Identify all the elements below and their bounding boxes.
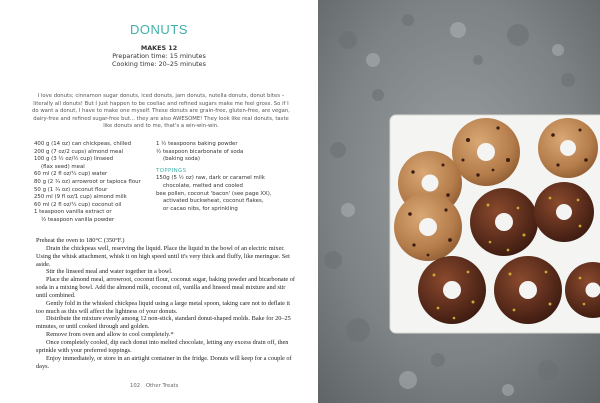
donut-caramel [538, 118, 598, 178]
donut-chocolate [470, 188, 538, 256]
ingredient: 250 ml (9 fl oz/1 cup) almond milk [34, 194, 127, 201]
topping: or cacao nibs, for sprinkling [163, 205, 238, 212]
ingredient: ½ teaspoon bicarbonate of soda [156, 148, 244, 155]
cook-time: Cooking time: 20–25 minutes [112, 60, 206, 68]
page-number: 102 [130, 383, 141, 389]
donut-caramel [452, 118, 520, 186]
topping: chocolate, melted and cooled [163, 182, 243, 189]
section-name: Other Treats [145, 383, 179, 389]
page-footer [130, 383, 182, 389]
ingredients-column-right [156, 141, 296, 213]
donut-chocolate [418, 256, 486, 324]
prep-time: Preparation time: 15 minutes [112, 52, 206, 60]
donut-photo-illustration [318, 0, 600, 403]
donut-chocolate [534, 182, 594, 242]
ingredient: 100 g (3 ½ oz/½ cup) linseed [34, 156, 114, 163]
ingredient: 1 ½ teaspoons baking powder [156, 141, 238, 147]
toppings-heading: TOPPINGS [156, 167, 187, 174]
method-step: Remove from oven and allow to cool completely.* [46, 331, 174, 339]
method-step: Distribute the mixture evenly among 12 non-stick, standard donut-shaped molds. Bake for 20–25 minutes, or until cooked through and golden. [36, 315, 291, 331]
ingredient: 400 g (14 oz) can chickpeas, chilled [34, 141, 132, 147]
ingredient: ½ teaspoon vanilla powder [41, 216, 115, 223]
recipe-intro: I love donuts; cinnamon sugar donuts, iced donuts, jam donuts, nutella donuts, donut bites – literally all donuts! But I just happen to be coeliac and refined sugars make me feel gross. So if I do want a donut, I have to make one myself. These donuts are grain-free, gluten-free, are vegan, dairy-free and refined sugar-free but... they are also AWESOME! They look like real donuts, taste like donuts and to me, that's a win-win-win. [32, 93, 290, 130]
recipe-yield: MAKES 12 [140, 44, 178, 52]
method-step: Place the almond meal, arrowroot, coconut flour, coconut sugar, baking powder and bicarbonate of soda in a mixing bowl. Add the almond milk, coconut oil, vanilla and linseed meal mixture and stir until combined. [36, 276, 296, 299]
topping: activated buckwheat, coconut flakes, [163, 198, 264, 205]
method-step: Gently fold in the whisked chickpea liquid using a large metal spoon, taking care not to deflate it too much as this will affect the lightness of your donuts. [36, 299, 290, 315]
topping: 150g (5 ½ oz) raw, dark or caramel milk [156, 175, 265, 182]
ingredient: 60 ml (2 fl oz/¼ cup) water [34, 171, 108, 178]
donut-chocolate [494, 256, 562, 324]
recipe-title: DONUTS [130, 22, 188, 37]
method-step: Once completely cooled, dip each donut into melted chocolate, letting any excess drain off, then sprinkle with your preferred toppings. [36, 338, 289, 354]
ingredient: 60 ml (2 fl oz/¼ cup) coconut oil [34, 201, 122, 208]
method-steps [36, 237, 296, 370]
ingredient: 80 g (2 ¾ oz) arrowroot or tapioca flour [34, 178, 141, 185]
donut-photo [318, 0, 600, 403]
ingredient: (baking soda) [163, 156, 200, 163]
method-step: Drain the chickpeas well, reserving the liquid. Place the liquid in the bowl of an electric mixer. Using the whisk attachment, whisk it on high speed until it's very thick and fluffy, like meringue. Set aside. [36, 244, 290, 268]
method-step: Preheat the oven to 180°C (350°F.) [36, 237, 125, 244]
ingredient: 1 teaspoon vanilla extract or [34, 209, 112, 216]
topping: bee pollen, coconut 'bacon' (see page XX), [156, 190, 272, 197]
donut-caramel [394, 193, 462, 261]
method-step: Enjoy immediately, or store in an airtight container in the fridge. Donuts will keep for a couple of days. [36, 354, 292, 370]
ingredient: (flax seed) meal [41, 163, 85, 170]
ingredient: 200 g (7 oz/2 cups) almond meal [34, 148, 124, 155]
method-step: Stir the linseed meal and water together in a bowl. [46, 268, 173, 276]
ingredients-column-left [34, 141, 162, 225]
ingredient: 50 g (1 ¾ oz) coconut flour [34, 186, 108, 193]
